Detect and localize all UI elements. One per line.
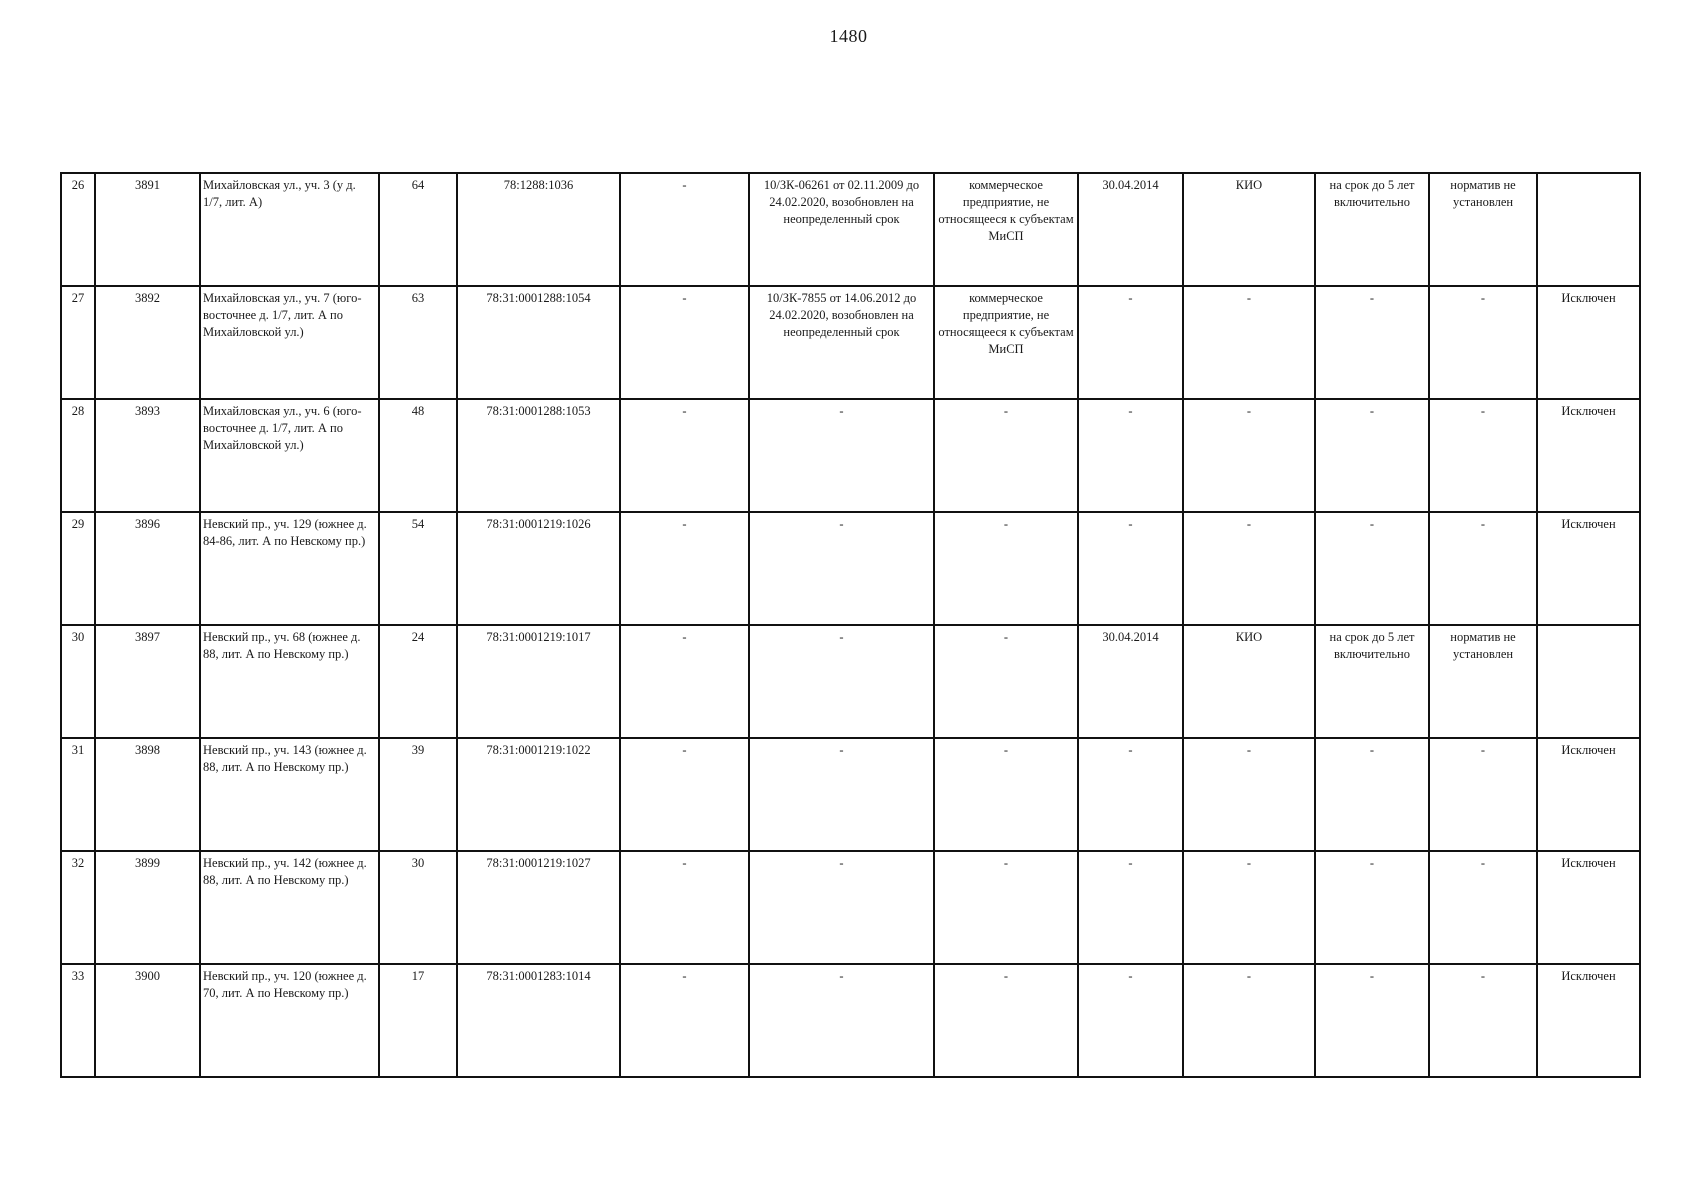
cadastral-number-cell: 78:31:0001288:1053: [457, 399, 620, 512]
note-cell: Исключен: [1537, 512, 1640, 625]
norm-cell: -: [1429, 964, 1537, 1077]
organization-cell: -: [1183, 399, 1315, 512]
cadastral-number-cell: 78:31:0001219:1022: [457, 738, 620, 851]
address-cell: Михайловская ул., уч. 3 (у д. 1/7, лит. А): [200, 173, 379, 286]
organization-cell: -: [1183, 964, 1315, 1077]
cadastral-number-cell: 78:31:0001283:1014: [457, 964, 620, 1077]
contract-cell: -: [749, 625, 934, 738]
note-cell: [1537, 625, 1640, 738]
organization-cell: КИО: [1183, 173, 1315, 286]
address-cell: Невский пр., уч. 143 (южнее д. 88, лит. А по Невскому пр.): [200, 738, 379, 851]
contract-cell: -: [749, 851, 934, 964]
subject-type-cell: -: [934, 625, 1078, 738]
object-id-cell: 3892: [95, 286, 200, 399]
organization-cell: -: [1183, 286, 1315, 399]
norm-cell: норматив не установлен: [1429, 173, 1537, 286]
area-cell: 24: [379, 625, 457, 738]
note-cell: Исключен: [1537, 964, 1640, 1077]
term-cell: -: [1315, 512, 1429, 625]
term-cell: -: [1315, 286, 1429, 399]
row-number-cell: 27: [61, 286, 95, 399]
address-cell: Михайловская ул., уч. 7 (юго-восточнее д. 1/7, лит. А по Михайловской ул.): [200, 286, 379, 399]
contract-cell: -: [749, 399, 934, 512]
row-number-cell: 31: [61, 738, 95, 851]
cadastral-number-cell: 78:31:0001219:1027: [457, 851, 620, 964]
table-row: [61, 173, 1640, 286]
row-number-cell: 33: [61, 964, 95, 1077]
area-cell: 54: [379, 512, 457, 625]
date-cell: 30.04.2014: [1078, 173, 1183, 286]
object-id-cell: 3893: [95, 399, 200, 512]
area-cell: 63: [379, 286, 457, 399]
cadastral-number-cell: 78:31:0001219:1017: [457, 625, 620, 738]
organization-cell: КИО: [1183, 625, 1315, 738]
row-number-cell: 30: [61, 625, 95, 738]
norm-cell: -: [1429, 286, 1537, 399]
address-cell: Невский пр., уч. 120 (южнее д. 70, лит. А по Невскому пр.): [200, 964, 379, 1077]
area-cell: 39: [379, 738, 457, 851]
encumbrance-cell: -: [620, 512, 749, 625]
subject-type-cell: коммерческое предприятие, не относящееся к субъектам МиСП: [934, 286, 1078, 399]
address-cell: Невский пр., уч. 68 (южнее д. 88, лит. А по Невскому пр.): [200, 625, 379, 738]
table-row: [61, 399, 1640, 512]
registry-table: [60, 172, 1641, 1078]
contract-cell: -: [749, 512, 934, 625]
note-cell: Исключен: [1537, 851, 1640, 964]
term-cell: -: [1315, 738, 1429, 851]
date-cell: -: [1078, 964, 1183, 1077]
encumbrance-cell: -: [620, 286, 749, 399]
object-id-cell: 3899: [95, 851, 200, 964]
term-cell: -: [1315, 851, 1429, 964]
date-cell: 30.04.2014: [1078, 625, 1183, 738]
subject-type-cell: коммерческое предприятие, не относящееся к субъектам МиСП: [934, 173, 1078, 286]
table-row: [61, 512, 1640, 625]
date-cell: -: [1078, 286, 1183, 399]
table-row: [61, 964, 1640, 1077]
contract-cell: -: [749, 964, 934, 1077]
subject-type-cell: -: [934, 851, 1078, 964]
contract-cell: 10/ЗК-06261 от 02.11.2009 до 24.02.2020, возобновлен на неопределенный срок: [749, 173, 934, 286]
row-number-cell: 28: [61, 399, 95, 512]
note-cell: Исключен: [1537, 399, 1640, 512]
subject-type-cell: -: [934, 738, 1078, 851]
term-cell: на срок до 5 лет включительно: [1315, 625, 1429, 738]
object-id-cell: 3897: [95, 625, 200, 738]
date-cell: -: [1078, 851, 1183, 964]
table-row: [61, 851, 1640, 964]
cadastral-number-cell: 78:31:0001288:1054: [457, 286, 620, 399]
norm-cell: -: [1429, 851, 1537, 964]
note-cell: Исключен: [1537, 738, 1640, 851]
page-number: 1480: [829, 26, 868, 46]
address-cell: Невский пр., уч. 142 (южнее д. 88, лит. А по Невскому пр.): [200, 851, 379, 964]
date-cell: -: [1078, 738, 1183, 851]
note-cell: Исключен: [1537, 286, 1640, 399]
date-cell: -: [1078, 512, 1183, 625]
cadastral-number-cell: 78:31:0001219:1026: [457, 512, 620, 625]
norm-cell: -: [1429, 399, 1537, 512]
organization-cell: -: [1183, 512, 1315, 625]
subject-type-cell: -: [934, 512, 1078, 625]
subject-type-cell: -: [934, 399, 1078, 512]
encumbrance-cell: -: [620, 399, 749, 512]
area-cell: 48: [379, 399, 457, 512]
encumbrance-cell: -: [620, 964, 749, 1077]
contract-cell: -: [749, 738, 934, 851]
area-cell: 64: [379, 173, 457, 286]
table-row: [61, 286, 1640, 399]
contract-cell: 10/ЗК-7855 от 14.06.2012 до 24.02.2020, возобновлен на неопределенный срок: [749, 286, 934, 399]
encumbrance-cell: -: [620, 173, 749, 286]
row-number-cell: 26: [61, 173, 95, 286]
address-cell: Невский пр., уч. 129 (южнее д. 84-86, лит. А по Невскому пр.): [200, 512, 379, 625]
norm-cell: -: [1429, 512, 1537, 625]
subject-type-cell: -: [934, 964, 1078, 1077]
term-cell: -: [1315, 964, 1429, 1077]
organization-cell: -: [1183, 851, 1315, 964]
object-id-cell: 3898: [95, 738, 200, 851]
encumbrance-cell: -: [620, 625, 749, 738]
organization-cell: -: [1183, 738, 1315, 851]
table-row: [61, 625, 1640, 738]
term-cell: -: [1315, 399, 1429, 512]
encumbrance-cell: -: [620, 851, 749, 964]
encumbrance-cell: -: [620, 738, 749, 851]
cadastral-number-cell: 78:1288:1036: [457, 173, 620, 286]
term-cell: на срок до 5 лет включительно: [1315, 173, 1429, 286]
norm-cell: -: [1429, 738, 1537, 851]
object-id-cell: 3891: [95, 173, 200, 286]
norm-cell: норматив не установлен: [1429, 625, 1537, 738]
date-cell: -: [1078, 399, 1183, 512]
note-cell: [1537, 173, 1640, 286]
area-cell: 17: [379, 964, 457, 1077]
object-id-cell: 3900: [95, 964, 200, 1077]
row-number-cell: 29: [61, 512, 95, 625]
row-number-cell: 32: [61, 851, 95, 964]
object-id-cell: 3896: [95, 512, 200, 625]
address-cell: Михайловская ул., уч. 6 (юго-восточнее д. 1/7, лит. А по Михайловской ул.): [200, 399, 379, 512]
table-row: [61, 738, 1640, 851]
area-cell: 30: [379, 851, 457, 964]
